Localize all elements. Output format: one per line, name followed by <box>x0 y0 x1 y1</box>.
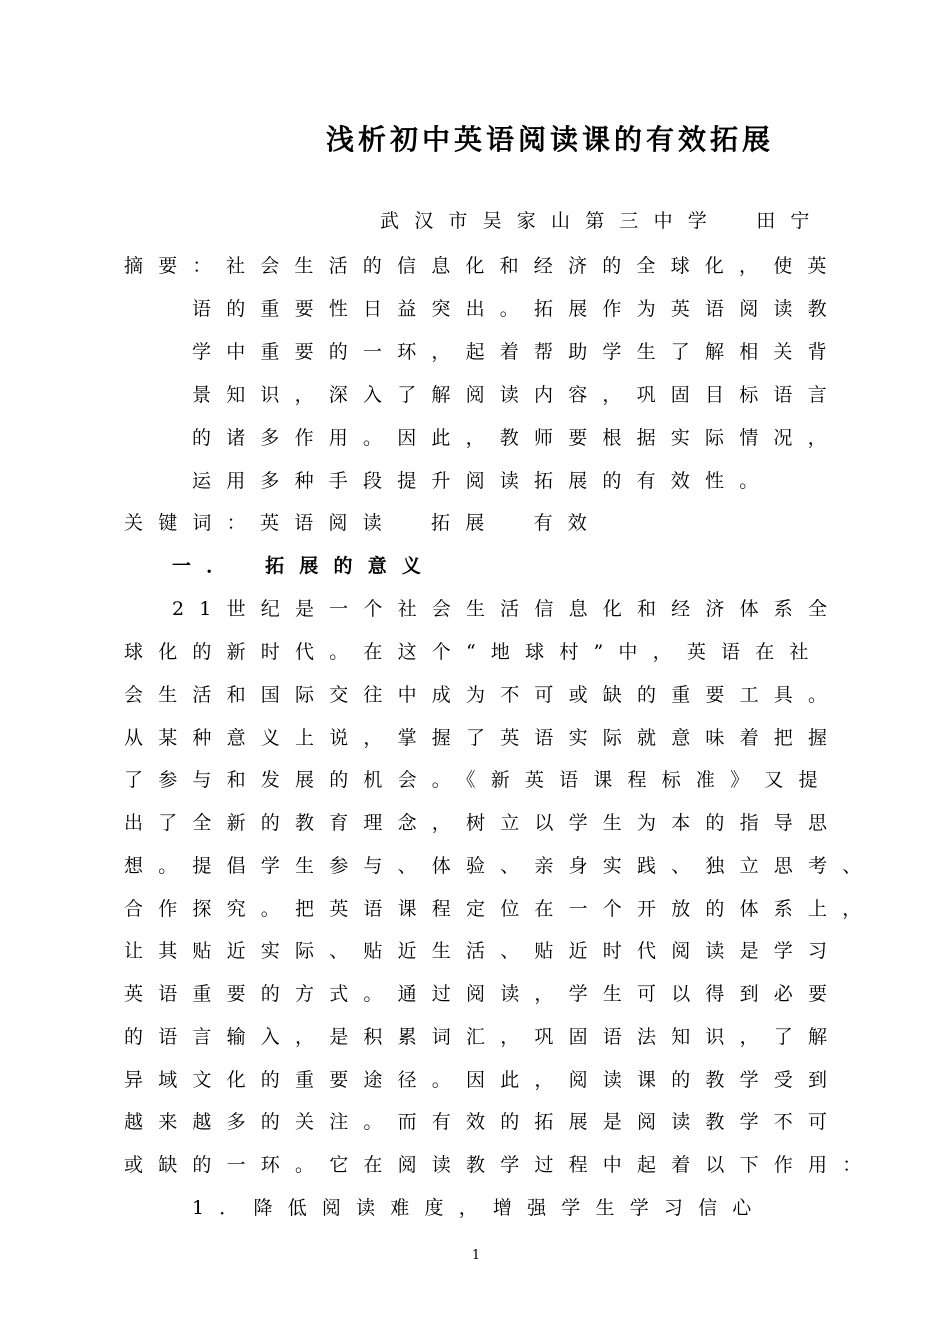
paragraph-line: 球化的新时代。在这个“地球村”中，英语在社 <box>124 641 824 663</box>
abstract-label: 摘要： <box>124 255 227 277</box>
keywords-label: 关键词： <box>124 512 261 534</box>
paragraph-line: 的语言输入，是积累词汇，巩固语法知识，了解 <box>124 1026 843 1048</box>
abstract-line: 运用多种手段提升阅读拓展的有效性。 <box>192 470 774 492</box>
document-title: 浅析初中英语阅读课的有效拓展 <box>326 123 775 156</box>
subsection-heading: 1．降低阅读难度，增强学生学习信心 <box>192 1197 767 1219</box>
abstract-line: 学中重要的一环，起着帮助学生了解相关背 <box>192 341 842 363</box>
abstract-line: 社会生活的信息化和经济的全球化，使英 <box>226 255 842 277</box>
abstract-line: 的诸多作用。因此，教师要根据实际情况， <box>192 427 842 449</box>
keywords-value: 英语阅读 拓展 有效 <box>260 512 603 534</box>
paragraph-line: 英语重要的方式。通过阅读，学生可以得到必要 <box>124 983 843 1005</box>
paragraph-line: 21世纪是一个社会生活信息化和经济体系全 <box>172 598 843 620</box>
paragraph-line: 让其贴近实际、贴近生活、贴近时代阅读是学习 <box>124 940 843 962</box>
paragraph-line: 从某种意义上说，掌握了英语实际就意味着把握 <box>124 727 843 749</box>
paragraph-line: 想。提倡学生参与、体验、亲身实践、独立思考、 <box>124 855 877 877</box>
abstract-line: 景知识，深入了解阅读内容，巩固目标语言 <box>192 384 842 406</box>
paragraph-line: 越来越多的关注。而有效的拓展是阅读教学不可 <box>124 1111 843 1133</box>
author-line: 武汉市吴家山第三中学 田宁 <box>380 210 825 232</box>
paragraph-line: 或缺的一环。它在阅读教学过程中起着以下作用： <box>124 1154 877 1176</box>
paragraph-line: 会生活和国际交往中成为不可或缺的重要工具。 <box>124 684 843 706</box>
abstract-line: 语的重要性日益突出。拓展作为英语阅读教 <box>192 298 842 320</box>
paragraph-line: 了参与和发展的机会。《新英语课程标准》又提 <box>124 769 833 791</box>
paragraph-line: 合作探究。把英语课程定位在一个开放的体系上， <box>124 898 877 920</box>
page-number: 1 <box>471 1248 481 1263</box>
paragraph-line: 异域文化的重要途径。因此，阅读课的教学受到 <box>124 1069 843 1091</box>
section-heading: 一． 拓展的意义 <box>172 555 437 577</box>
paragraph-line: 出了全新的教育理念，树立以学生为本的指导思 <box>124 812 843 834</box>
